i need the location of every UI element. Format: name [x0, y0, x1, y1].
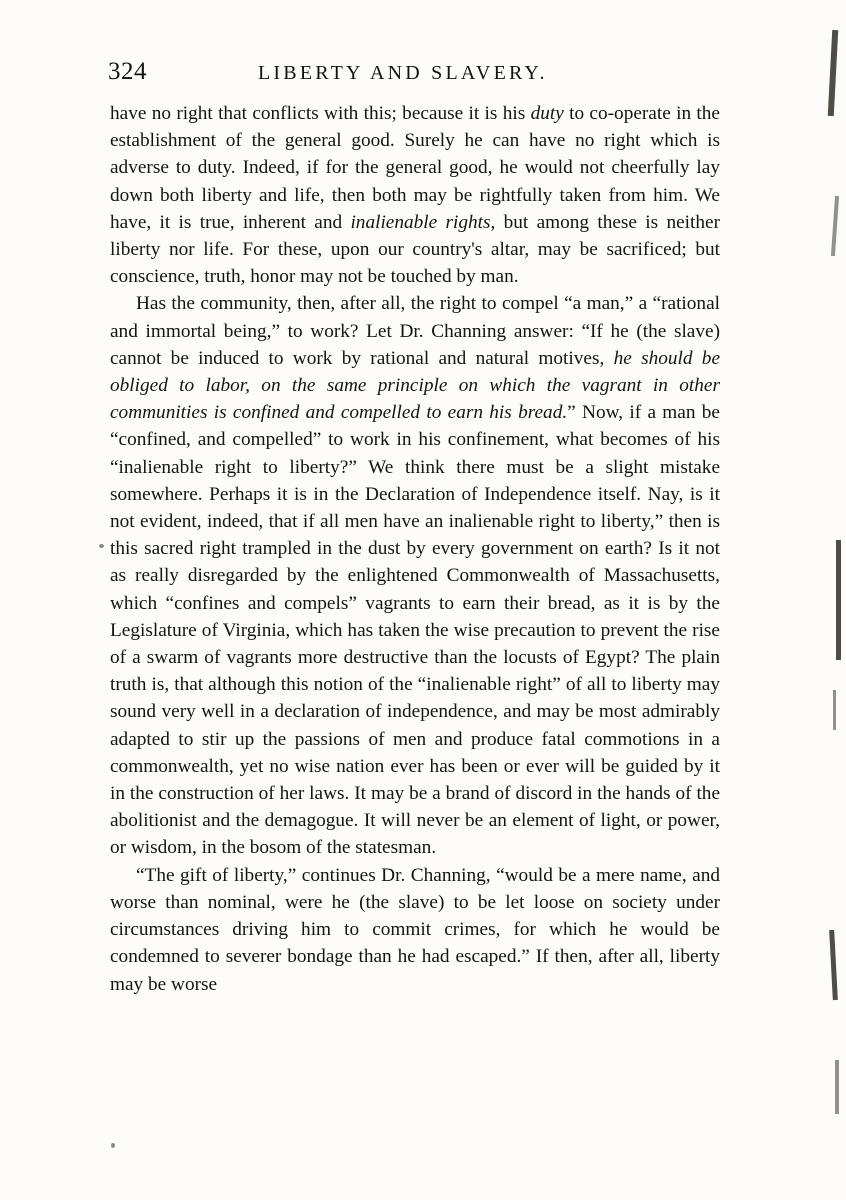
page-edge-mark	[836, 540, 841, 660]
running-head: LIBERTY AND SLAVERY.	[258, 62, 548, 84]
text-run: ” Now, if a man be “confined, and compelled” to work in his confinement, what becomes of his “inalienable right to liberty?” We think there must be a slight mistake somewhere. Perhaps it is in the Declaration of Independence itself. Nay, is it not evident, indeed, that if all men have an inalienable right to liberty,” then is this sacred right trampled in the dust by every government on earth? Is it not as really disregarded by the enlightened Commonwealth of Massachusetts, which “confines and compels” vagrants to earn their bread, as it is by the Legislature of Virginia, which has taken the wise precaution to prevent the rise of a swarm of vagrants more destructive than the locusts of Egypt? The plain truth is, that although this notion of the “inalienable right” of all to liberty may sound very well in a declaration of independence, and may be most admirably adapted to stir up the passions of men and produce fatal commotions in a commonwealth, yet no wise nation ever has been or ever will be guided by it in the construction of her laws. It may be a brand of discord in the hands of the abolitionist and the demagogue. It will never be an element of light, or power, or wisdom, in the bosom of the statesman.	[110, 402, 720, 859]
text-run: to co-operate in the establishment of the general good. Surely he can have no right which is adverse to duty. Indeed, if for the general good, he would not cheerfully lay down both liberty and life, then both may be rightfully taken from him. We have, it is true, inherent and	[110, 103, 720, 233]
text-run: have no right that conflicts with this; because it is his	[110, 103, 531, 124]
margin-speck	[111, 1143, 115, 1148]
body-text	[110, 100, 720, 998]
page-edge-mark	[831, 196, 839, 256]
page-edge-mark	[829, 930, 838, 1000]
para-1	[110, 100, 720, 290]
margin-speck	[99, 544, 104, 548]
page-edge-mark	[835, 1060, 839, 1114]
emphasised-text: inalienable rights	[350, 211, 491, 233]
para-3	[110, 862, 720, 998]
page-edge-mark	[833, 690, 836, 730]
text-run: Has the community, then, after all, the right to compel “a man,” a “rational and immortal being,” to work? Let Dr. Channing answer: “If he (the slave) cannot be induced to work by rational and natural motives,	[110, 293, 720, 369]
page-number: 324	[108, 58, 147, 85]
text-run: “The gift of liberty,” continues Dr. Channing, “would be a mere name, and worse than nominal, were he (the slave) to be let loose on society under circumstances driving him to commit crimes, for which he would be condemned to severer bondage than he had escaped.” If then, after all, liberty may be worse	[110, 864, 720, 995]
text-run: , but among these is neither liberty nor life. For these, upon our country's altar, may be sacrificed; but conscience, truth, honor may not be touched by man.	[110, 211, 720, 288]
para-2	[110, 290, 720, 861]
page-header	[108, 58, 728, 88]
emphasised-text: duty	[530, 103, 564, 124]
emphasised-text: he should be obliged to labor, on the same principle on which the vagrant in other communities is confined and compelled to earn his bread.	[110, 347, 720, 424]
page-edge-mark	[828, 30, 838, 116]
